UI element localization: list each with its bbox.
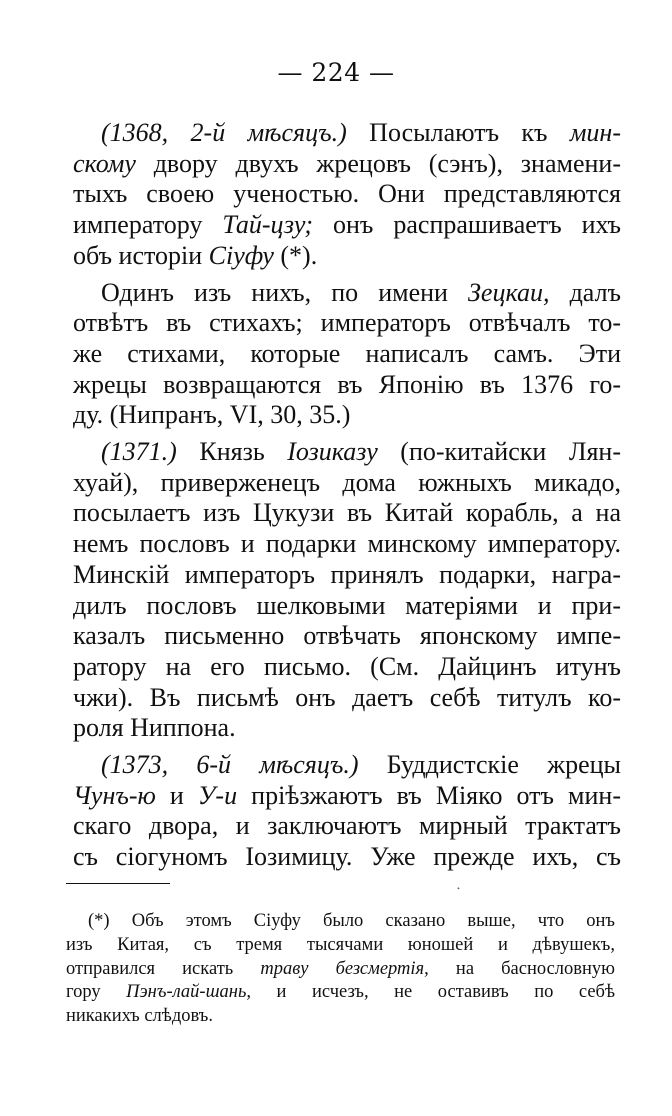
paragraph-zetskai	[73, 278, 621, 432]
text-line: съ сіогуномъ Іозимицу. Уже прежде ихъ, съ	[73, 842, 621, 872]
footnote-separator	[66, 883, 170, 884]
text-line: Минскій императоръ принялъ подарки, награ-	[73, 559, 621, 589]
text-line: чжи). Въ письмѣ онъ даетъ себѣ титулъ ко-	[73, 682, 621, 712]
text-line: объ исторіи Сіуфу (*).	[73, 240, 318, 270]
footnote-line: (*) Объ этомъ Сіуфу было сказано выше, что онъ	[88, 911, 615, 931]
text-line: ду. (Нипранъ, VI, 30, 35.)	[73, 400, 351, 430]
text-line: хуай), приверженецъ дома южныхъ микадо,	[73, 467, 621, 497]
text-line: скому двору двухъ жрецовъ (сэнъ), знамени-	[73, 148, 621, 178]
text-line: ратору на его письмо. (См. Дайцинъ итунъ	[73, 651, 621, 681]
text-line: казалъ письменно отвѣчать японскому импе-	[73, 621, 621, 651]
print-speck: ˛	[456, 879, 461, 890]
footnote-line: гору Пэнъ-лай-шань, и исчезъ, не оставивъ по себѣ	[66, 982, 615, 1003]
text-line: тыхъ своею ученостью. Они представляются	[73, 179, 621, 209]
paragraph-1373	[73, 750, 621, 873]
main-text	[73, 118, 621, 873]
text-line: же стихами, которые написалъ самъ. Эти	[73, 338, 621, 368]
footnote-line: никакихъ слѣдовъ.	[66, 1006, 213, 1027]
text-line: немъ пословъ и подарки минскому императору.	[73, 529, 621, 559]
text-line: посылаетъ изъ Цукузи въ Китай корабль, а на	[73, 498, 621, 528]
text-line: (1368, 2-й мѣсяцъ.) Посылаютъ къ мин-	[101, 118, 621, 147]
text-line: императору Тай-цзу; онъ распрашиваетъ ихъ	[73, 210, 621, 240]
text-line: жрецы возвращаются въ Японію въ 1376 го-	[73, 369, 621, 399]
text-line: Чунъ-ю и У-и пріѣзжаютъ въ Міяко отъ мин-	[73, 780, 621, 810]
text-line: (1373, 6-й мѣсяцъ.) Буддистскіе жрецы	[101, 750, 621, 780]
text-line: скаго двора, и заключаютъ мирный трактатъ	[73, 811, 621, 841]
paragraph-1371	[73, 437, 621, 744]
text-line: дилъ пословъ шелковыми матеріями и при-	[73, 590, 621, 620]
footnote-line: изъ Китая, съ тремя тысячами юношей и дѣвушекъ,	[66, 934, 615, 955]
text-line: роля Ниппона.	[73, 713, 236, 743]
text-line: отвѣтъ въ стихахъ; императоръ отвѣчалъ то-	[73, 308, 621, 338]
footnote	[66, 910, 615, 1029]
text-line: (1371.) Князь Іозиказу (по-китайски Лян-	[101, 437, 621, 467]
paragraph-1368	[73, 118, 621, 272]
text-line: Одинъ изъ нихъ, по имени Зецкаи, далъ	[101, 277, 621, 307]
page-number: — 224 —	[277, 58, 395, 87]
footnote-line: отправился искать траву безсмертія, на баснословную	[66, 958, 615, 979]
